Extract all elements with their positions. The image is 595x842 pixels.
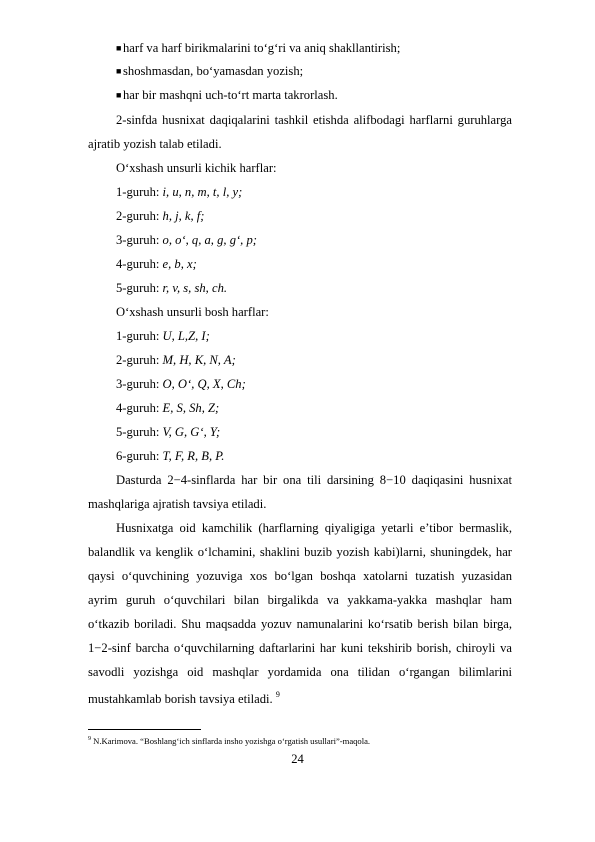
group-letters: o, o‘, q, a, g, g‘, p;: [162, 233, 257, 247]
footnote-number: 9: [88, 736, 91, 742]
group-line: [116, 375, 512, 393]
small-letters-heading: O‘xshash unsurli kichik harflar:: [116, 161, 277, 175]
group-line: [116, 423, 512, 441]
footnote-divider: [88, 729, 201, 730]
group-label: 2-guruh:: [116, 353, 160, 367]
paragraph-line: [88, 687, 512, 705]
group-letters: h, j, k, f;: [162, 209, 205, 223]
footnote: [88, 733, 518, 747]
group-label: 6-guruh:: [116, 449, 160, 463]
paragraph-line: balandlik va kenglik o‘lchamini, shaklini buzib yozish kabi)larni, shuningdek, har: [88, 545, 512, 559]
paragraph-line: ayrim guruh o‘quvchilari bilan birgalikda va yakkama-yakka mashqlar ham: [88, 593, 512, 607]
paragraph-line: savodli yozishga oid mashqlar yordamida ona tilidan o‘rgangan bilimlarini: [88, 665, 512, 679]
group-label: 2-guruh:: [116, 209, 160, 223]
group-line: [116, 447, 512, 465]
bullet-icon: ■: [116, 66, 122, 77]
bullet-item: [116, 86, 512, 104]
group-letters: M, H, K, N, A;: [162, 353, 236, 367]
group-letters: O, O‘, Q, X, Ch;: [162, 377, 246, 391]
group-letters: U, L,Z, I;: [162, 329, 210, 343]
group-letters: E, S, Sh, Z;: [162, 401, 220, 415]
group-line: [116, 207, 512, 225]
group-line: [116, 183, 512, 201]
group-line: [116, 351, 512, 369]
bullet-icon: ■: [116, 90, 122, 101]
group-line: [116, 279, 512, 297]
bullet-text: harf va harf birikmalarini to‘g‘ri va aniq shakllantirish;: [123, 41, 401, 55]
group-label: 4-guruh:: [116, 401, 160, 415]
group-label: 1-guruh:: [116, 185, 160, 199]
bullet-text: shoshmasdan, bo‘yamasdan yozish;: [123, 64, 304, 78]
group-letters: T, F, R, B, P.: [162, 449, 225, 463]
paragraph-text: mustahkamlab borish tavsiya etiladi.: [88, 692, 273, 707]
paragraph-line: ajratib yozish talab etiladi.: [88, 137, 222, 151]
group-letters: e, b, x;: [162, 257, 197, 271]
group-label: 3-guruh:: [116, 377, 160, 391]
paragraph-line: 1−2-sinf barcha o‘quvchilarning daftarlarini har kuni tekshirib borish, chiroyli va: [88, 641, 512, 655]
bullet-icon: ■: [116, 43, 122, 54]
page-number: 24: [291, 752, 304, 766]
footnote-text: N.Karimova. “Boshlang‘ich sinflarda insho yozishga o‘rgatish usullari”-maqola.: [93, 735, 371, 746]
group-label: 4-guruh:: [116, 257, 160, 271]
group-letters: V, G, G‘, Y;: [162, 425, 221, 439]
paragraph-line: o‘tkazib boriladi. Shu maqsadda yozuv namunalarini ko‘rsatib berish bilan birga,: [88, 617, 512, 631]
group-label: 5-guruh:: [116, 281, 160, 295]
group-letters: r, v, s, sh, ch.: [162, 281, 228, 295]
bullet-item: [116, 62, 512, 80]
group-label: 3-guruh:: [116, 233, 160, 247]
paragraph-line: Husnixatga oid kamchilik (harflarning qiyaligiga yetarli e’tibor bermaslik,: [116, 521, 512, 535]
paragraph-line: 2-sinfda husnixat daqiqalarini tashkil etishda alifbodagi harflarni guruhlarga: [116, 113, 512, 127]
group-letters: i, u, n, m, t, l, y;: [162, 185, 243, 199]
group-label: 1-guruh:: [116, 329, 160, 343]
paragraph-line: qaysi o‘quvchining yozuviga xos bo‘lgan boshqa xatolarni tuzatish yuzasidan: [88, 569, 512, 583]
bullet-text: har bir mashqni uch-to‘rt marta takrorlash.: [123, 88, 338, 102]
bullet-item: [116, 39, 512, 57]
paragraph-line: Dasturda 2−4-sinflarda har bir ona tili darsining 8−10 daqiqasini husnixat: [116, 473, 512, 487]
group-line: [116, 399, 512, 417]
paragraph-line: mashqlariga ajratish tavsiya etiladi.: [88, 497, 267, 511]
footnote-reference[interactable]: 9: [275, 690, 280, 699]
group-label: 5-guruh:: [116, 425, 160, 439]
group-line: [116, 255, 512, 273]
group-line: [116, 327, 512, 345]
capital-letters-heading: O‘xshash unsurli bosh harflar:: [116, 305, 269, 319]
group-line: [116, 231, 512, 249]
